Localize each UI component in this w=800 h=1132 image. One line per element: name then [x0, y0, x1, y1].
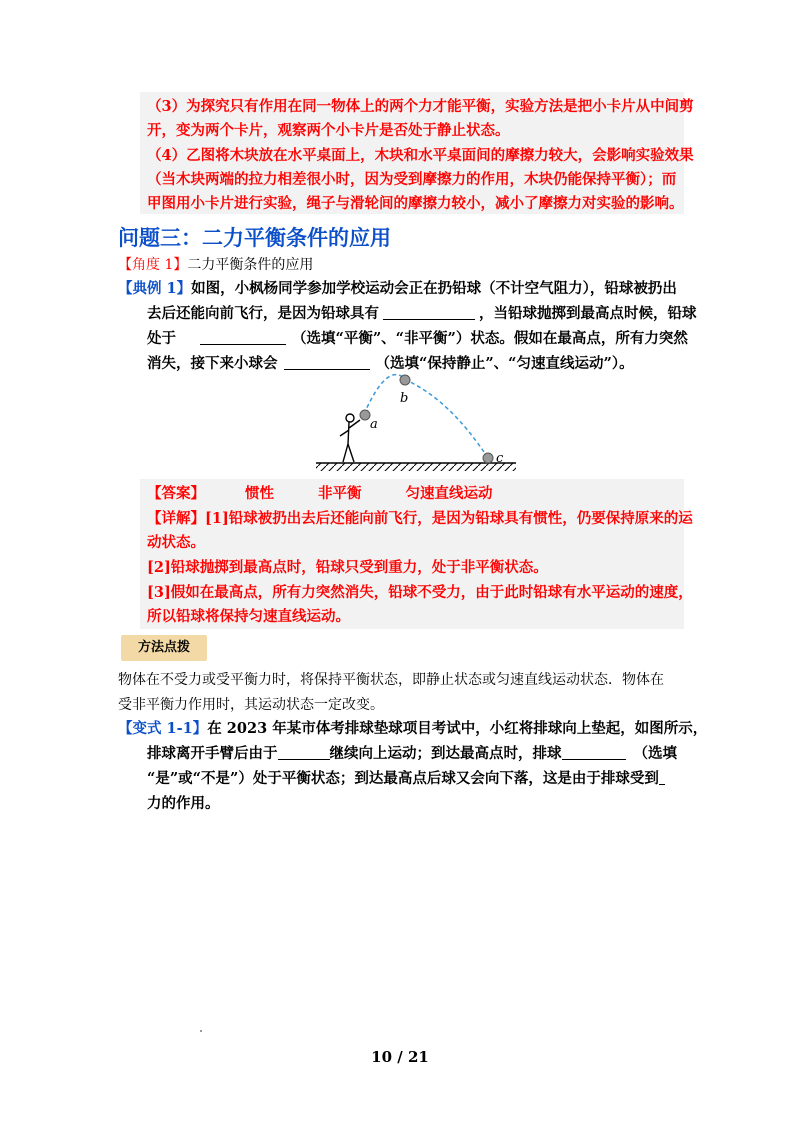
stick-figure — [340, 414, 360, 462]
example-text-4b: （选填“保持静止”、“匀速直线运动”）。 — [375, 355, 634, 372]
variant-line-4: 力的作用。 — [147, 795, 220, 812]
example-text-2b: ，当铅球抛掷到最高点时候，铅球 — [479, 305, 697, 322]
variant-text-2b: 继续向上运动；到达最高点时，排球 — [329, 745, 562, 762]
ground-hatch — [316, 463, 516, 471]
section-title: 问题三：二力平衡条件的应用 — [118, 226, 391, 250]
angle-text: 二力平衡条件的应用 — [187, 257, 314, 273]
answer-3: 匀速直线运动 — [405, 485, 493, 502]
blank-2 — [200, 330, 286, 345]
variant-tag: 【变式 1-1】 — [118, 720, 208, 737]
stray-dot — [200, 1030, 202, 1032]
answer-line — [147, 485, 493, 503]
page-number: 10 / 21 — [371, 1048, 429, 1066]
answer-2: 非平衡 — [318, 485, 362, 502]
variant-line-2 — [147, 745, 677, 763]
example-line-3 — [147, 330, 688, 348]
variant-blank-2 — [562, 745, 626, 760]
ball-c — [483, 453, 493, 463]
example-line-2 — [147, 305, 697, 323]
prev-line-2: 开，变为两个卡片，观察两个小卡片是否处于静止状态。 — [147, 122, 510, 139]
trajectory-arc — [364, 375, 488, 458]
variant-text-3a: “是”或“不是”）处于平衡状态；到达最高点后球又会向下落，这是由于排球受到 — [147, 770, 659, 787]
answer-1: 惯性 — [245, 485, 274, 502]
variant-line-3 — [147, 770, 665, 788]
variant-line-1 — [118, 720, 707, 738]
variant-blank-3 — [659, 770, 665, 785]
explain-line-5: 所以铅球将保持匀速直线运动。 — [147, 608, 350, 625]
blank-1 — [383, 305, 475, 320]
explain-line-2: 动状态。 — [147, 534, 205, 551]
ball-a — [360, 410, 370, 420]
example-line-1 — [118, 280, 677, 298]
shot-put-figure — [310, 370, 520, 478]
example-text-4a: 消失，接下来小球会 — [147, 355, 278, 372]
method-badge: 方法点拨 — [121, 635, 207, 661]
example-text-3b: （选填“平衡”、“非平衡”）状态。假如在最高点，所有力突然 — [292, 330, 688, 347]
prev-line-5: 甲图用小卡片进行实验，绳子与滑轮间的摩擦力较小，减小了摩擦力对实验的影响。 — [147, 195, 684, 212]
blank-3 — [284, 355, 370, 370]
method-line-1: 物体在不受力或受平衡力时，将保持平衡状态，即静止状态或匀速直线运动状态．物体在 — [118, 672, 664, 688]
ball-b — [400, 375, 410, 385]
example-text-3a: 处于 — [147, 330, 176, 347]
prev-line-4: （当木块两端的拉力相差很小时，因为受到摩擦力的作用，木块仍能保持平衡）；而 — [147, 171, 677, 188]
label-c: c — [496, 451, 504, 466]
angle-tag: 【角度 1】 — [118, 257, 188, 273]
answer-tag: 【答案】 — [147, 485, 205, 502]
variant-text-2a: 排球离开手臂后由于 — [147, 745, 278, 762]
prev-line-3: （4）乙图将木块放在水平桌面上，木块和水平桌面间的摩擦力较大，会影响实验效果 — [147, 147, 694, 164]
variant-text-1: 在 2023 年某市体考排球垫球项目考试中，小红将排球向上垫起，如图所示， — [207, 720, 708, 737]
angle-line — [118, 256, 313, 274]
variant-text-2c: （选填 — [633, 745, 677, 762]
example-tag: 【典例 1】 — [118, 280, 192, 297]
explain-line-4: [3]假如在最高点，所有力突然消失，铅球不受力，由于此时铅球有水平运动的速度， — [147, 584, 693, 601]
example-text-2a: 去后还能向前飞行，是因为铅球具有 — [147, 305, 379, 322]
label-a: a — [370, 417, 378, 432]
label-b: b — [400, 391, 409, 406]
variant-blank-1 — [278, 745, 330, 760]
prev-line-1: （3）为探究只有作用在同一物体上的两个力才能平衡，实验方法是把小卡片从中间剪 — [147, 98, 694, 115]
explain-tag: 【详解】 — [147, 510, 205, 527]
explain-line-3: [2]铅球抛掷到最高点时，铅球只受到重力，处于非平衡状态。 — [147, 559, 548, 576]
explain-line-1 — [147, 510, 693, 528]
method-line-2: 受非平衡力作用时，其运动状态一定改变。 — [118, 697, 384, 713]
example-text-1: 如图，小枫杨同学参加学校运动会正在扔铅球（不计空气阻力），铅球被扔出 — [191, 280, 677, 297]
explain-text-1: [1]铅球被扔出去后还能向前飞行，是因为铅球具有惯性，仍要保持原来的运 — [205, 510, 693, 527]
